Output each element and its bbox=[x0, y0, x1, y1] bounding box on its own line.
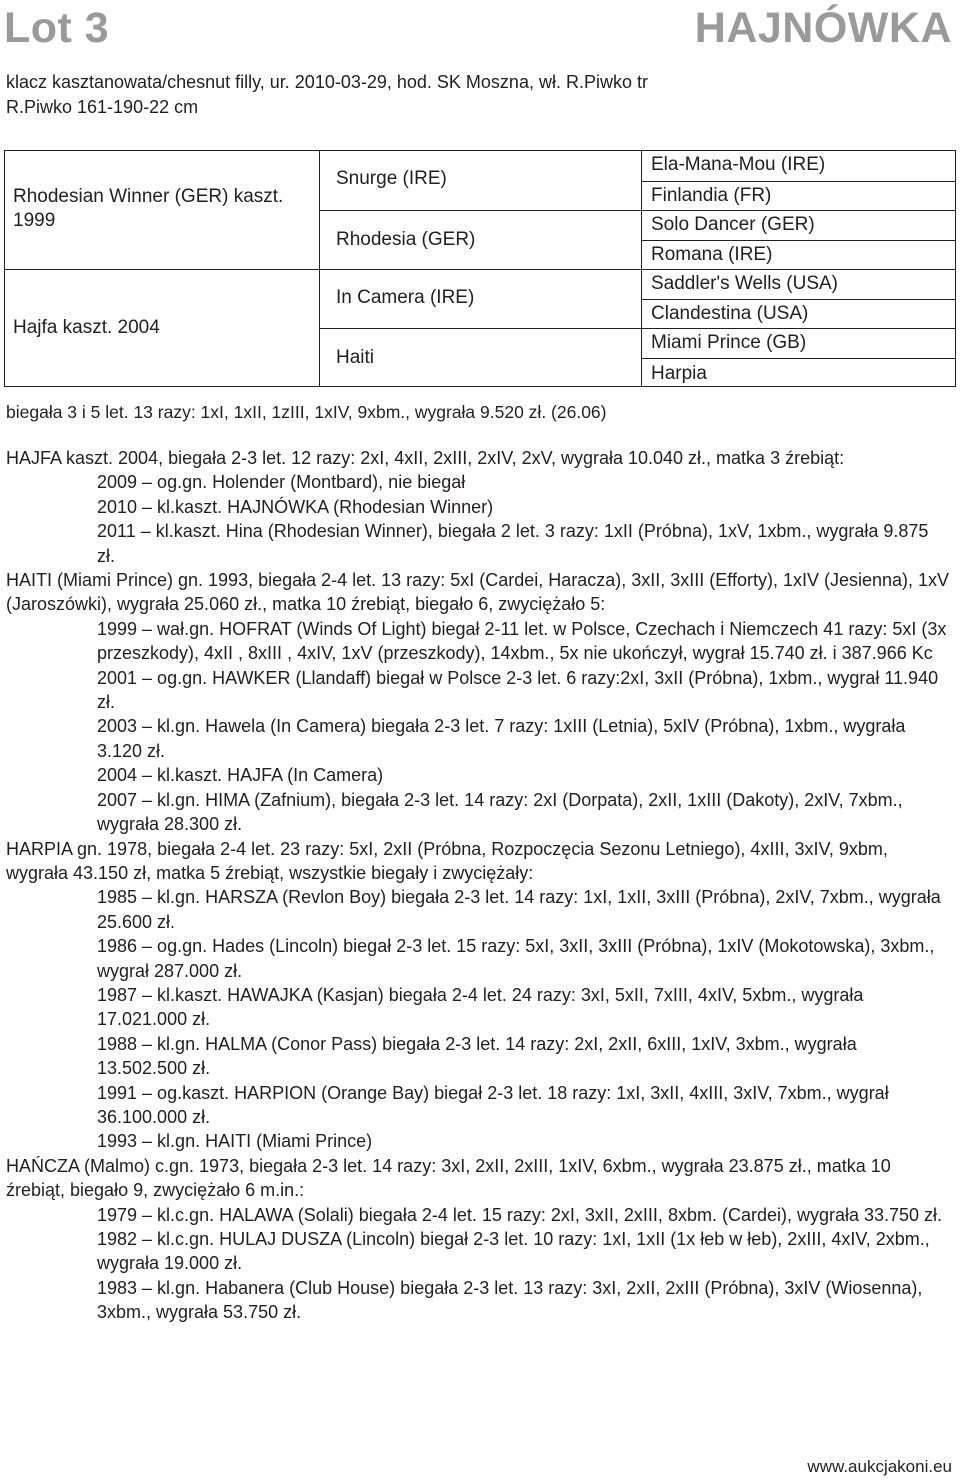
race-record: biegała 3 i 5 let. 13 razy: 1xI, 1xII, 1zIII, 1xIV, 9xbm., wygrała 9.520 zł. (26.06) bbox=[6, 402, 607, 422]
horse-description: klacz kasztanowata/chesnut filly, ur. 2010-03-29, hod. SK Moszna, wł. R.Piwko tr R.Piwko 161-190-22 cm bbox=[6, 72, 648, 117]
pedigree-gen3-7: Miami Prince (GB) bbox=[641, 328, 955, 358]
website-link[interactable]: www.aukcjakoni.eu bbox=[807, 1457, 952, 1476]
great-granddam-harpia-foals bbox=[6, 885, 951, 1153]
pedigree-gen3-1: Ela-Mana-Mou (IRE) bbox=[651, 154, 826, 175]
list-item: 1991 – og.kaszt. HARPION (Orange Bay) biegał 2-3 let. 18 razy: 1xI, 3xII, 4xIII, 3xIV, 7xbm., wygrał 36.100.000 zł. bbox=[97, 1082, 889, 1127]
ancestor-hancza-foals bbox=[6, 1203, 951, 1325]
list-item: 2009 – og.gn. Holender (Montbard), nie biegał bbox=[97, 472, 466, 493]
list-item: 1983 – kl.gn. Habanera (Club House) biegała 2-3 let. 13 razy: 3xI, 2xII, 2xIII (Próbna), 3xIV (Wiosenna), 3xbm., wygrała 53.750 zł. bbox=[97, 1277, 923, 1323]
pedigree-gen3-3: Solo Dancer (GER) bbox=[641, 210, 955, 240]
family-notes bbox=[6, 446, 951, 1325]
list-item: 2003 – kl.gn. Hawela (In Camera) biegała 2-3 let. 7 razy: 1xIII (Letnia), 5xIV (Próbna), 1xbm., wygrała 3.120 zł. bbox=[97, 716, 906, 761]
list-item: 2007 – kl.gn. HIMA (Zafnium), biegała 2-3 let. 14 razy: 2xI (Dorpata), 2xII, 1xIII (Dakoty), 2xIV, 7xbm., wygrała 28.300 zł. bbox=[97, 789, 903, 835]
pedigree-dam: Hajfa kaszt. 2004 bbox=[5, 269, 319, 387]
horse-name: HAJNÓWKA bbox=[694, 4, 952, 52]
pedigree-gen2-1: Snurge (IRE) bbox=[336, 168, 447, 189]
list-item: 2010 – kl.kaszt. HAJNÓWKA (Rhodesian Winner) bbox=[97, 496, 494, 517]
list-item: 1999 – wał.gn. HOFRAT (Winds Of Light) biegał 2-11 let. w Polsce, Czechach i Niemczech 41 razy: 5xI (3x przeszkody), 4xII , 8xIII , 4xIV, 1xV (przeszkody), 14xbm., 5x nie ukończył, wygrał 15.740 zł. i 387.966 Kc bbox=[97, 618, 947, 664]
pedigree-gen3-4: Romana (IRE) bbox=[641, 240, 955, 269]
pedigree-gen2-3: In Camera (IRE) bbox=[319, 269, 641, 328]
list-item: 1987 – kl.kaszt. HAWAJKA (Kasjan) biegała 2-4 let. 24 razy: 3xI, 5xII, 7xIII, 4xIV, 5xbm., wygrała 17.021.000 zł. bbox=[97, 984, 864, 1030]
pedigree-sire: Rhodesian Winner (GER) kaszt. 1999 bbox=[13, 186, 284, 231]
pedigree-parents bbox=[5, 151, 320, 386]
ancestor-hancza-paragraph: HAŃCZA (Malmo) c.gn. 1973, biegała 2-3 let. 14 razy: 3xI, 2xII, 2xIII, 1xIV, 6xbm., wygrała 23.875 zł., matka 10 źrebiąt, biegało 9, zwyciężało 6 m.in.: bbox=[6, 1155, 891, 1201]
granddam-haiti-paragraph: HAITI (Miami Prince) gn. 1993, biegała 2-4 let. 13 razy: 5xI (Cardei, Haracza), 3xII, 3xIII (Efforty), 1xIV (Jesienna), 1xV (Jaroszówki), wygrała 25.060 zł., matka 10 źrebiąt, biegało 6, zwyciężało 5: bbox=[6, 570, 950, 615]
pedigree-grandparents bbox=[319, 151, 642, 386]
pedigree-gen3-8: Harpia bbox=[641, 358, 955, 387]
granddam-haiti-foals bbox=[6, 617, 951, 837]
dam-hajfa-foals bbox=[6, 470, 951, 568]
pedigree-table bbox=[4, 150, 956, 387]
great-granddam-harpia-paragraph: HARPIA gn. 1978, biegała 2-4 let. 23 razy: 5xI, 2xII (Próbna, Rozpoczęcia Sezonu Letniego), 4xIII, 3xIV, 9xbm, wygrała 43.150 zł, matka 5 źrebiąt, wszystkie biegały i zwyciężały: bbox=[6, 838, 888, 883]
list-item: 1993 – kl.gn. HAITI (Miami Prince) bbox=[97, 1131, 373, 1152]
pedigree-gen2-4: Haiti bbox=[319, 328, 641, 387]
pedigree-gen3-2: Finlandia (FR) bbox=[641, 181, 955, 210]
pedigree-gen3-6: Clandestina (USA) bbox=[641, 299, 955, 328]
list-item: 1979 – kl.c.gn. HALAWA (Solali) biegała 2-4 let. 15 razy: 2xI, 3xII, 2xIII, 8xbm. (Cardei), wygrała 33.750 zł. bbox=[97, 1204, 943, 1225]
pedigree-gen3-5: Saddler's Wells (USA) bbox=[641, 269, 955, 299]
pedigree-gen2-2: Rhodesia (GER) bbox=[319, 210, 641, 269]
list-item: 2011 – kl.kaszt. Hina (Rhodesian Winner), biegała 2 let. 3 razy: 1xII (Próbna), 1xV, 1xbm., wygrała 9.875 zł. bbox=[97, 521, 929, 566]
list-item: 2001 – og.gn. HAWKER (Llandaff) biegał w Polsce 2-3 let. 6 razy:2xI, 3xII (Próbna), 1xbm., wygrał 11.940 zł. bbox=[97, 667, 939, 713]
lot-number: Lot 3 bbox=[4, 4, 110, 52]
list-item: 1988 – kl.gn. HALMA (Conor Pass) biegała 2-3 let. 14 razy: 2xI, 2xII, 6xIII, 1xIV, 3xbm., wygrała 13.502.500 zł. bbox=[97, 1033, 857, 1079]
list-item: 1986 – og.gn. Hades (Lincoln) biegał 2-3 let. 15 razy: 5xI, 3xII, 3xIII (Próbna), 1xIV (Mokotowska), 3xbm., wygrał 287.000 zł. bbox=[97, 936, 935, 981]
dam-hajfa-paragraph: HAJFA kaszt. 2004, biegała 2-3 let. 12 razy: 2xI, 4xII, 2xIII, 2xIV, 2xV, wygrała 10.040 zł., matka 3 źrebiąt: bbox=[6, 448, 845, 468]
list-item: 1982 – kl.c.gn. HULAJ DUSZA (Lincoln) biegał 2-3 let. 10 razy: 1xI, 1xII (1x łeb w łeb), 2xIII, 4xIV, 2xbm., wygrała 19.000 zł. bbox=[97, 1229, 930, 1274]
list-item: 1985 – kl.gn. HARSZA (Revlon Boy) biegała 2-3 let. 14 razy: 1xI, 1xII, 3xIII (Próbna), 2xIV, 7xbm., wygrała 25.600 zł. bbox=[97, 887, 941, 932]
list-item: 2004 – kl.kaszt. HAJFA (In Camera) bbox=[97, 765, 384, 786]
pedigree-great-grandparents bbox=[641, 151, 955, 386]
